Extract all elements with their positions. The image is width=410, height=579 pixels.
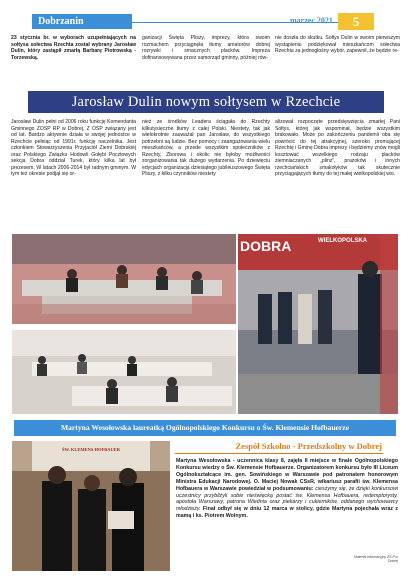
photo-caption: Materiał informacyjny ZS-P w Dobrej: [354, 555, 398, 563]
school-name: Zespół Szkolno - Przedszkolny w Dobrej: [235, 441, 382, 451]
publication-name: Dobrzanin: [32, 14, 132, 29]
article-text-1: Jarosław Dulin pełni od 2006 roku funkcję Komendanta Gminnego ZOSP RP w Dobrej, Z OSP związany jest od lat. Bardzo aktywnie działa w swojej jednostce w Rzechcie pełniąc od 1991r. funkcję naczelnika. Jest członkiem Stowarzyszenia Przyjaciół Ziemi Dobrskiej oraz Polskiego Związku Hodowli Gołębi Pocztowych sekcja Dobra oddział Turek, który kilka lat był prezesem. W latach 2006-2014 był radnym gminym. W tym też okresie podjął się or-: [11, 119, 136, 177]
photo-ceremony: [238, 234, 398, 414]
article-headline: Jarosław Dulin nowym sołtysem w Rzechcie: [28, 91, 384, 113]
intro-column-2: [142, 35, 270, 61]
section2-banner: Martyna Wesołowska laureatką Ogólnopolskiego Konkursu o Św. Klemensie Hofbauerze: [14, 420, 396, 436]
article-text-3: alizował rozpoczęte przedsięwzięcia zmarłej Pani Sołtys, której jak wspominał, będzie wszystkim brakowało. Może po zakończeniu pandemii oba się powrócić do tej atrakcyjnej, szeroko promującej Rzechtę i Gminę Dobra imprezy i będziemy znów mogli kosztować wszelkiego rodzaju placków ziemniaczanych „plinz”, prażoków i innych rzechciańskich smakołyków tak skutecznie przyciągających tłumy do tej małej wielkopolskiej wsi.: [275, 119, 400, 177]
article-column-2: [142, 119, 270, 178]
photo-banner-wielkopolska: WIELKOPOLSKA: [318, 238, 367, 244]
section2-paragraph: [176, 458, 398, 520]
section2-body: [176, 458, 398, 520]
article-text-2: nież ze środków Leadera ściągała do Rzechty kilkutysięczne tłumy z całej Polski. Niestety, tak jak wielokrotnie zauważał pan Jarosław, do wszystkiego potrzebni są ludzie. Bez pomocy i zaangażowania wielu mieszkańców, a przede wszystkim społeczników z Rzechty, Zborowa i okolic nie byłoby możliwości zorganizowania tak dużego wydarzenia. Po dziewięciu edycjach organizacja dziesiątego jubileuszowego Święta Pliszy, z kilku czynników niestety: [142, 119, 270, 177]
intro-column-3: [275, 35, 400, 55]
photo-laureate: [12, 441, 170, 571]
photo-sign-text: ŚW. KLEMENS HOFBAUER: [62, 447, 120, 452]
article-column-1: [11, 119, 136, 178]
photo-tables: [12, 330, 236, 414]
photo-banner-dobra: DOBRA: [240, 238, 292, 254]
school-rule: [175, 453, 383, 454]
intro-text-2: ganizacji Święta Pliszy, imprezy, która swoim rozmachem przyciągnęła tłumy amatorów dobrej rozrywki i smacznych placków. Impreza dofinansowywana przez samorząd gminny, później rów-: [142, 35, 270, 61]
section2-quote: cieszymy się, że dzięki konkursowi uczestnicy przybliżyli sobie nieświęcką postać św. Klemensa Hofbauera, redemptorysty, apostoła Warszawy, patrona Wiednia oraz piekarzy i cukierników, oddanego wychowawcy młodzieży.: [176, 485, 398, 513]
section2-text-bold-2: Finał odbył się w dniu 12 marca w stolicy, gdzie Martyna pojechała wraz z mamą i ks. Piotrem Wolnym.: [176, 506, 398, 520]
section2-text-bold: Martyna Wesołowska - uczennica klasy 8, zajęła II miejsce w finale Ogólnopolskiego Konkursu wiedzy o Św. Klemensie Hofbauerze. Organizatorem konkursu było III Liceum Ogólnokształcące im. gen. Sowińskiego w Warszawie pod patronatem honorowym Ministra Edukacji Narodowej. O. Maciej Nowak CSsR, wikariusz parafii św. Klemensa Hofbauera w Warszawie powiedział w podsumowaniu:: [176, 458, 398, 492]
intro-lead: 23 stycznia br. w wyborach uzupełniających na sołtysa sołectwa Rzechta został wybrany Jarosław Dulin, który zastąpił zmarłą Barbarę Piotrowską - Torzewską.: [11, 35, 136, 61]
issue-date: marzec 2021: [290, 16, 333, 25]
intro-text-3: nie doszła do skutku. Sołtys Dulin w swoim pierwszym wystąpieniu podziękował mieszkańcom sołectwa Rzechta za jednogłośny wybór, zapewnił, że będzie re-: [275, 35, 400, 54]
photo-meeting-hall: [12, 234, 236, 324]
page-number: 5: [338, 13, 374, 30]
intro-column-1: [11, 35, 136, 61]
article-column-3: [275, 119, 400, 178]
